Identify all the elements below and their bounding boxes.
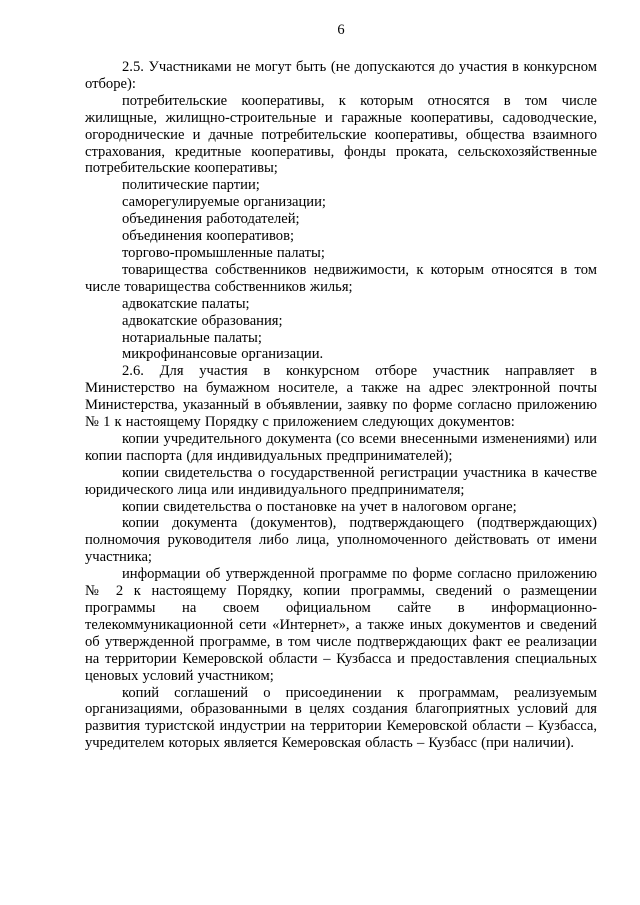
paragraph-advocate-formations: адвокатские образования; [122, 312, 283, 329]
paragraph-employer-associations: объединения работодателей; [122, 211, 300, 228]
paragraph-advocate-chambers: адвокатские палаты; [122, 295, 250, 312]
paragraph-accession-agreements: копий соглашений о присоединении к программам, реализуемым организациями, образованными в целях создания благоприятных условий для развития туристской индустрии на территории Кемеровской области – Кузбасса, учредителем которых является Кемеровская область – Кузбасс (при наличии). [85, 684, 597, 752]
paragraph-consumer-cooperatives: потребительские кооперативы, к которым относятся в том числе жилищные, жилищно-строительные и гаражные кооперативы, садоводческие, огороднические и дачные потребительские кооперативы, общества взаимного страхования, кредитные кооперативы, фонды проката, сельскохозяйственные потребительские кооперативы; [85, 92, 597, 177]
page-number: 6 [337, 22, 345, 38]
paragraph-microfinance-orgs: микрофинансовые организации. [122, 346, 324, 363]
paragraph-2-6-intro: 2.6. Для участия в конкурсном отборе участник направляет в Министерство на бумажном носителе, а также на адрес электронной почты Министерства, указанный в объявлении, заявку по форме согласно приложению № 1 к настоящему Порядку с приложением следующих документов: [85, 363, 597, 431]
paragraph-political-parties: политические партии; [122, 177, 260, 194]
paragraph-trade-chambers: торгово-промышленные палаты; [122, 244, 325, 261]
paragraph-cooperative-associations: объединения кооперативов; [122, 228, 295, 245]
paragraph-self-regulated-orgs: саморегулируемые организации; [122, 194, 326, 211]
paragraph-property-owner-partnerships: товарищества собственников недвижимости, к которым относятся в том числе товарищества собственников жилья; [85, 261, 597, 295]
paragraph-tax-registration-certificate: копии свидетельства о постановке на учет в налоговом органе; [122, 498, 517, 515]
paragraph-approved-program-info: информации об утвержденной программе по форме согласно приложению № 2 к настоящему Порядку, копии программы, сведений о размещении программы на своем официальном сайте в информационно-телекоммуникационной сети «Интернет», а также иных документов и сведений об утвержденной программе, в том числе подтверждающих факт ее реализации на территории Кемеровской области – Кузбасса и предоставления специальных ценовых условий участником; [85, 566, 597, 684]
document-body [85, 22, 597, 752]
paragraph-authority-documents: копии документа (документов), подтверждающего (подтверждающих) полномочия руководителя либо лица, уполномоченного действовать от имени участника; [85, 515, 597, 566]
paragraph-state-registration-certificate: копии свидетельства о государственной регистрации участника в качестве юридического лица или индивидуального предпринимателя; [85, 464, 597, 498]
paragraph-2-5-intro: 2.5. Участниками не могут быть (не допускаются до участия в конкурсном отборе): [85, 59, 597, 92]
paragraph-founding-document-copies: копии учредительного документа (со всеми внесенными изменениями) или копии паспорта (для индивидуальных предпринимателей); [85, 430, 597, 464]
paragraph-notary-chambers: нотариальные палаты; [122, 329, 262, 346]
